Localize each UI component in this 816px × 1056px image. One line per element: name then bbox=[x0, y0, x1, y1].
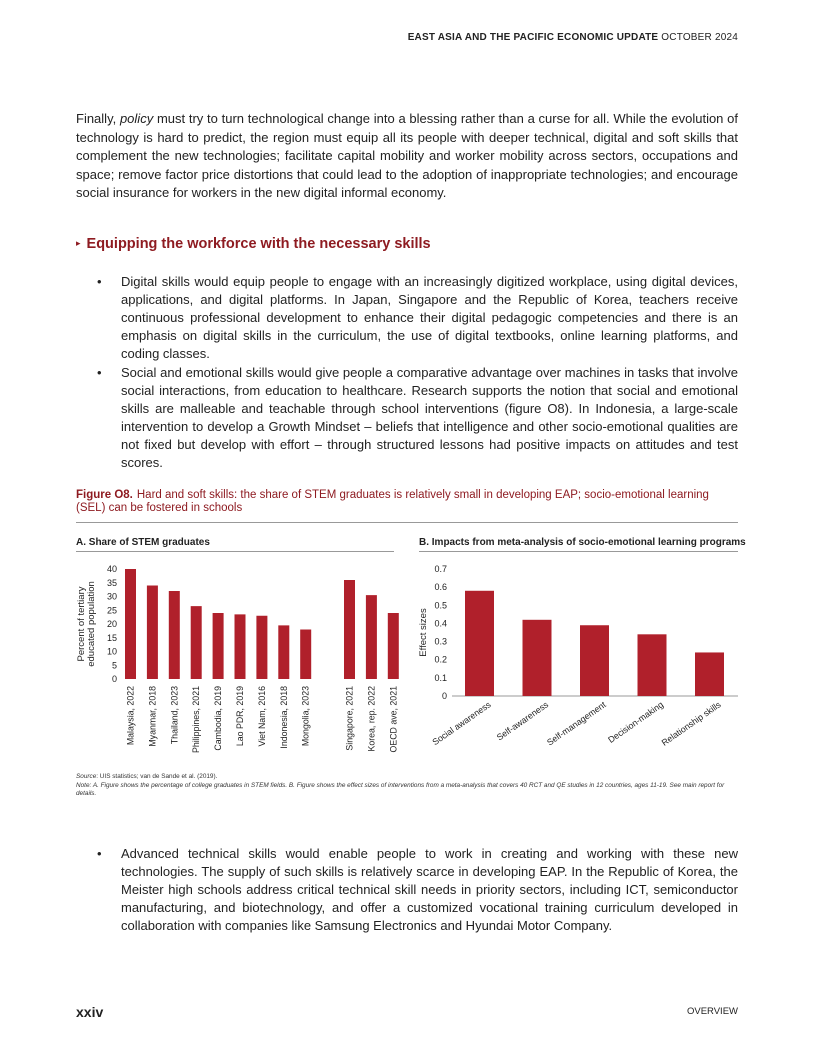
x-tick-label: Mongolia, 2023 bbox=[300, 686, 311, 747]
bar-1 bbox=[465, 591, 494, 696]
y-tick-label: 35 bbox=[106, 577, 117, 588]
bar-4 bbox=[638, 634, 667, 696]
y-axis-label: Percent of tertiary bbox=[76, 586, 87, 662]
bullet-item-technical bbox=[97, 845, 738, 935]
intro-emphasis: policy bbox=[119, 111, 154, 126]
chart-stem-graduates bbox=[70, 555, 400, 765]
figure-caption: Hard and soft skills: the share of STEM graduates is relatively small in developing EAP; socio-emotional learning (SEL) can be fostered in schools bbox=[76, 489, 709, 514]
intro-rest: must try to turn technological change into a blessing rather than a curse for all. While the evolution of technology is hard to predict, the region must equip all its people with deeper technical, digital and soft skills that complement the new technologies; facilitate capital mobility and worker mobility across sectors, occupations and space; remove factor price distortions that could lead to the adoption of inappropriate technologies; and encourage social insurance for workers in the new digital informal economy. bbox=[76, 111, 738, 200]
x-tick-label: Social awareness bbox=[430, 699, 493, 748]
x-tick-label: Cambodia, 2019 bbox=[213, 686, 224, 751]
panel-a-title: A. Share of STEM graduates bbox=[76, 537, 210, 548]
y-tick-label: 0.2 bbox=[434, 654, 447, 665]
panel-b-rule bbox=[419, 551, 738, 552]
section-title: Equipping the workforce with the necessary skills bbox=[86, 236, 431, 252]
bar-2 bbox=[523, 620, 552, 696]
bullet-text: Social and emotional skills would give people a comparative advantage over machines in tasks that involve social interactions, from education to healthcare. Research supports the notion that social and emotional skills are malleable and teachable through school interventions (figure O8). In Indonesia, a large-scale intervention to develop a Growth Mindset – beliefs that intelligence and other socio-emotional qualities are not fixed but develop with effort – through structured lessons had positive impacts on attitudes and test scores. bbox=[121, 365, 738, 470]
y-tick-label: 20 bbox=[106, 619, 117, 629]
y-axis-label: educated population bbox=[86, 581, 97, 667]
x-tick-label: OECD ave, 2021 bbox=[388, 686, 399, 753]
y-tick-label: 0.5 bbox=[434, 600, 447, 611]
bullet-text: Advanced technical skills would enable people to work in creating and working with these new technologies. The supply of such skills is relatively scarce in developing EAP. In the Republic of Korea, the Meister high schools address critical technical skill needs in priority sectors, including ICT, semiconductor manufacturing, and biotechnology, and offer a customized vocational training curriculum developed in collaboration with companies like Samsung Electronics and Hyundai Motor Company. bbox=[121, 846, 738, 933]
y-tick-label: 10 bbox=[106, 646, 117, 657]
x-tick-label: Decision-making bbox=[606, 699, 666, 745]
panel-a-rule bbox=[76, 551, 394, 552]
figure-rule bbox=[76, 522, 738, 523]
bar-6 bbox=[235, 614, 246, 679]
x-tick-label: Viet Nam, 2016 bbox=[256, 686, 267, 747]
bullet-icon: • bbox=[97, 846, 102, 861]
intro-lead: Finally, bbox=[76, 111, 120, 126]
source-text: : UIS statistics; van de Sande et al. (2019). bbox=[96, 773, 218, 780]
bullet-icon: • bbox=[97, 365, 102, 380]
figure-title bbox=[76, 489, 738, 514]
y-tick-label: 0.6 bbox=[434, 582, 447, 593]
y-tick-label: 40 bbox=[106, 564, 117, 574]
y-tick-label: 15 bbox=[106, 632, 117, 643]
note-line: Note: A. Figure shows the percentage of college graduates in STEM fields. B. Figure shows the effect sizes of interventions from a meta-analysis that covers 40 RCT and QE studies in 12 countries, ages 11-19. See main report for details. bbox=[76, 781, 725, 798]
x-tick-label: Singapore, 2021 bbox=[344, 686, 355, 751]
bullet-item-digital bbox=[97, 273, 738, 363]
x-tick-label: Self-awareness bbox=[494, 699, 551, 743]
footer-section: OVERVIEW bbox=[686, 1006, 738, 1017]
x-tick-label: Self-management bbox=[545, 699, 608, 748]
y-tick-label: 0.1 bbox=[434, 672, 447, 683]
panel-b-title: B. Impacts from meta-analysis of socio-emotional learning programs bbox=[419, 537, 746, 548]
x-tick-label: Philippines, 2021 bbox=[191, 686, 202, 754]
y-tick-label: 0.4 bbox=[434, 618, 447, 629]
caret-right-icon: ▸ bbox=[76, 238, 81, 248]
x-tick-label: Thailand, 2023 bbox=[169, 686, 180, 745]
y-tick-label: 0.3 bbox=[434, 636, 447, 647]
bar-4 bbox=[191, 606, 202, 679]
y-tick-label: 0 bbox=[111, 674, 117, 684]
header-date: OCTOBER 2024 bbox=[661, 32, 738, 43]
bar-1 bbox=[125, 569, 136, 679]
bar-3 bbox=[580, 625, 609, 696]
bar-5 bbox=[213, 613, 224, 679]
running-header bbox=[408, 32, 738, 43]
source-line bbox=[76, 773, 738, 782]
y-tick-label: 0.7 bbox=[434, 564, 447, 574]
x-tick-label: Korea, rep. 2022 bbox=[366, 686, 377, 752]
figure-label: Figure O8. bbox=[76, 489, 133, 501]
bar-7 bbox=[256, 616, 267, 679]
bar-3 bbox=[169, 591, 180, 679]
section-heading bbox=[76, 236, 431, 252]
bullet-icon: • bbox=[97, 274, 102, 289]
intro-paragraph bbox=[76, 110, 738, 203]
bar-10 bbox=[344, 580, 355, 679]
y-tick-label: 5 bbox=[111, 660, 117, 671]
y-tick-label: 0 bbox=[441, 691, 447, 701]
x-tick-label: Lao PDR, 2019 bbox=[235, 686, 245, 747]
x-tick-label: Relationship skills bbox=[659, 699, 723, 748]
bullet-item-social bbox=[97, 364, 738, 472]
bar-2 bbox=[147, 586, 158, 680]
y-tick-label: 30 bbox=[106, 591, 117, 602]
source-label: Source bbox=[76, 773, 97, 780]
x-tick-label: Indonesia, 2018 bbox=[278, 686, 289, 749]
y-tick-label: 25 bbox=[106, 605, 117, 616]
x-tick-label: Malaysia, 2022 bbox=[125, 686, 136, 746]
header-title: EAST ASIA AND THE PACIFIC ECONOMIC UPDATE bbox=[407, 32, 659, 43]
bar-12 bbox=[388, 613, 399, 679]
y-axis-label: Effect sizes bbox=[418, 608, 429, 657]
bar-5 bbox=[695, 652, 724, 696]
bullet-text: Digital skills would equip people to engage with an increasingly digitized workplace, using digital devices, applications, and digital platforms. In Japan, Singapore and the Republic of Korea, teachers receive continuous professional development to enhance their digital pedagogic competencies and there is an emphasis on digital skills in the curriculum, the use of digital textbooks, online learning platforms, and coding classes. bbox=[121, 274, 738, 361]
page-number: xxiv bbox=[76, 1004, 104, 1020]
figure-notes bbox=[76, 773, 738, 799]
bar-8 bbox=[278, 625, 289, 679]
x-tick-label: Myanmar, 2018 bbox=[147, 686, 158, 747]
bar-9 bbox=[300, 630, 311, 680]
chart-sel-effects bbox=[412, 555, 742, 765]
bar-11 bbox=[366, 595, 377, 679]
